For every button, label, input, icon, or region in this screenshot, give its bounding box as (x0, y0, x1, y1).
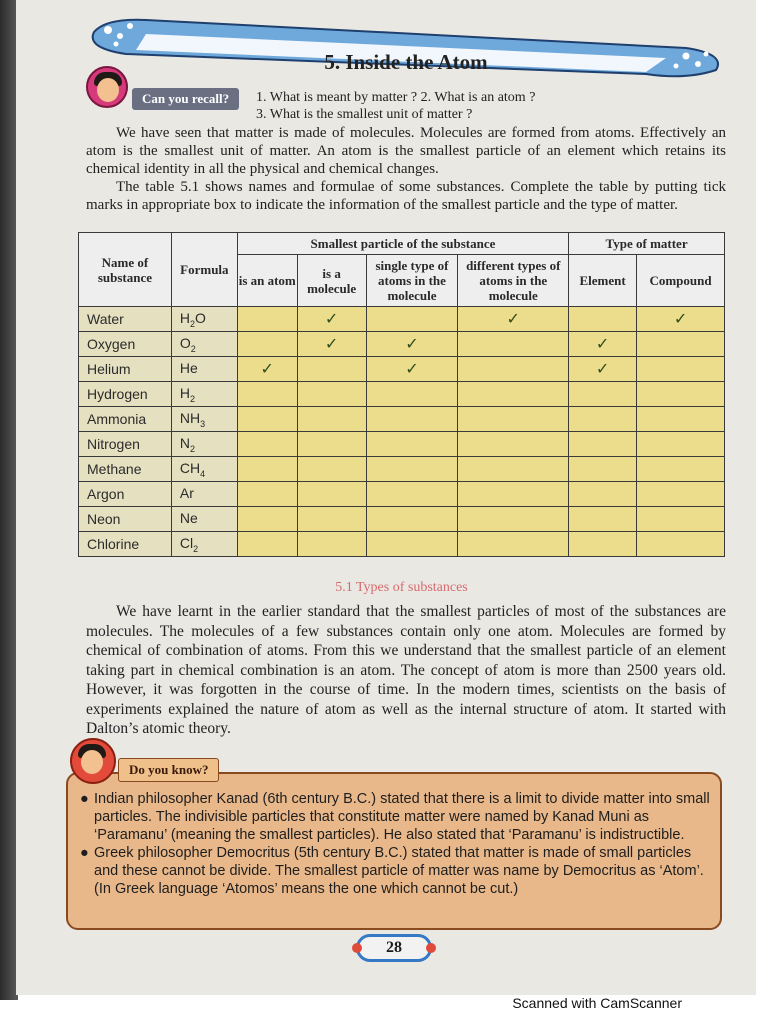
tick-cell[interactable] (458, 482, 569, 507)
tick-cell[interactable] (458, 457, 569, 482)
tick-cell[interactable] (366, 382, 458, 407)
formula-subscript: 2 (193, 543, 199, 554)
tick-cell[interactable] (366, 407, 458, 432)
table-row (79, 407, 725, 432)
tick-cell[interactable] (297, 482, 366, 507)
tick-cell[interactable] (366, 532, 458, 557)
tick-cell[interactable] (458, 432, 569, 457)
list-item (78, 844, 714, 898)
can-you-recall-label: Can you recall? (132, 88, 239, 110)
tick-cell[interactable] (458, 382, 569, 407)
list-item (78, 790, 714, 844)
tick-cell[interactable]: ✓ (297, 307, 366, 332)
tick-cell[interactable] (366, 457, 458, 482)
tick-cell[interactable] (297, 432, 366, 457)
fact-kanad: Indian philosopher Kanad (6th century B.C.) stated that there is a limit to divide matter into small particles. The indivisible particles that constitute matter were named by Kanad Muni as ‘Paramanu’ (meaning the smallest particles). He also stated that ‘Paramanu’ is indistructible. (94, 791, 710, 843)
substance-name: Water (79, 307, 172, 332)
header-type-of-matter: Type of matter (569, 233, 725, 255)
substance-name: Neon (79, 507, 172, 532)
table-caption: 5.1 Types of substances (335, 580, 468, 595)
do-you-know-list (78, 790, 714, 898)
formula-symbol: Ne (179, 509, 198, 526)
table-row (79, 332, 725, 357)
tick-cell[interactable] (366, 432, 458, 457)
header-name-of-substance: Name of substance (79, 233, 172, 307)
substance-name: Chlorine (79, 532, 172, 557)
table-row (79, 432, 725, 457)
tick-cell[interactable] (458, 532, 569, 557)
tick-cell[interactable] (637, 432, 725, 457)
formula-subscript: 2 (190, 343, 196, 354)
tick-cell[interactable] (237, 532, 297, 557)
bullet-icon: ● (80, 845, 89, 861)
substance-name: Nitrogen (79, 432, 172, 457)
substance-formula (171, 532, 237, 557)
formula-subscript: 3 (200, 418, 206, 429)
formula-subscript: 4 (200, 468, 206, 479)
tick-cell[interactable]: ✓ (569, 357, 637, 382)
tick-cell[interactable] (569, 507, 637, 532)
formula-symbol: Cl (179, 534, 194, 551)
tick-cell[interactable] (637, 507, 725, 532)
tick-cell[interactable]: ✓ (237, 357, 297, 382)
formula-symbol: He (179, 359, 198, 376)
header-different-types-atoms: different types of atoms in the molecule (458, 255, 569, 307)
formula-symbol: H (179, 309, 191, 326)
tick-cell[interactable] (237, 432, 297, 457)
tick-cell[interactable]: ✓ (366, 357, 458, 382)
tick-cell[interactable] (637, 332, 725, 357)
tick-cell[interactable] (297, 382, 366, 407)
fact-democritus: Greek philosopher Democritus (5th century B.C.) stated that matter is made of small particles and these cannot be divide. The smallest particle of matter was name by Democritus as ‘Atom’. (In Greek language ‘Atomos’ means the one which cannot be cut.) (94, 845, 704, 897)
history-paragraph: We have learnt in the earlier standard that the smallest particles of most of the substances are molecules. The molecules of a few substances contain only one atom. Molecules are formed by chemical of combination of atoms. From this we understand that the smallest particle of an element taking part in chemical combination is an atom. The concept of atom is more than 2500 years old. However, it was forgotten in the course of time. In the modern times, scientists on the basis of experiments explained the nature of atom as well as the internal structure of atom. It started with Dalton’s atomic theory. (86, 603, 726, 737)
table-row (79, 482, 725, 507)
tick-cell[interactable] (569, 307, 637, 332)
tick-cell[interactable] (569, 407, 637, 432)
substance-name: Argon (79, 482, 172, 507)
tick-cell[interactable] (637, 407, 725, 432)
table-body (79, 307, 725, 557)
tick-cell[interactable] (569, 482, 637, 507)
substance-formula (171, 307, 237, 332)
substance-name: Hydrogen (79, 382, 172, 407)
substance-formula (171, 457, 237, 482)
tick-cell[interactable]: ✓ (458, 307, 569, 332)
formula-symbol: CH (179, 459, 201, 476)
girl-avatar-icon (86, 66, 128, 108)
tick-cell[interactable] (297, 532, 366, 557)
formula-subscript: 2 (190, 393, 196, 404)
tick-cell[interactable]: ✓ (569, 332, 637, 357)
recall-question-line-1: 1. What is meant by matter ? 2. What is an atom ? (256, 90, 536, 105)
tick-cell[interactable] (637, 382, 725, 407)
substance-formula (171, 507, 237, 532)
formula-symbol: O (179, 334, 191, 351)
formula-symbol: NH (179, 409, 201, 426)
tick-cell[interactable] (237, 307, 297, 332)
intro-paragraph: We have seen that matter is made of molecules. Molecules are formed from atoms. Effectively an atom is the smallest unit of matter. An atom is the smallest particle of an element which retains its chemical identity in all the physical and chemical changes. (86, 125, 726, 177)
substance-name: Methane (79, 457, 172, 482)
substances-table (78, 232, 725, 557)
table-intro-paragraph: The table 5.1 shows names and formulae of some substances. Complete the table by putting tick marks in appropriate box to indicate the information of the smallest particle and the type of matter. (86, 179, 726, 213)
formula-subscript: 2 (190, 443, 196, 454)
tick-cell[interactable] (237, 332, 297, 357)
substance-formula (171, 382, 237, 407)
tick-cell[interactable] (366, 507, 458, 532)
tick-cell[interactable] (458, 507, 569, 532)
header-is-an-atom: is an atom (237, 255, 297, 307)
tick-cell[interactable] (458, 332, 569, 357)
formula-tail: O (195, 309, 206, 326)
do-you-know-label: Do you know? (118, 758, 219, 782)
substance-formula (171, 357, 237, 382)
substance-formula (171, 432, 237, 457)
substance-formula (171, 332, 237, 357)
boy-avatar-icon (70, 738, 116, 784)
tick-cell[interactable] (297, 507, 366, 532)
formula-symbol: N (179, 434, 191, 451)
header-is-a-molecule: is a molecule (297, 255, 366, 307)
tick-cell[interactable] (569, 457, 637, 482)
substance-formula (171, 407, 237, 432)
chapter-title: 5. Inside the Atom (324, 50, 488, 74)
tick-cell[interactable] (297, 407, 366, 432)
table-row (79, 382, 725, 407)
tick-cell[interactable]: ✓ (366, 332, 458, 357)
page-number: 28 (356, 934, 432, 962)
tick-cell[interactable] (237, 507, 297, 532)
tick-cell[interactable] (569, 382, 637, 407)
tick-cell[interactable] (458, 357, 569, 382)
formula-symbol: H (179, 384, 191, 401)
tick-cell[interactable]: ✓ (297, 332, 366, 357)
tick-cell[interactable] (297, 457, 366, 482)
tick-cell[interactable] (569, 532, 637, 557)
recall-question-line-2: 3. What is the smallest unit of matter ? (256, 107, 473, 122)
formula-symbol: Ar (179, 484, 194, 501)
table-row (79, 507, 725, 532)
scanner-watermark: Scanned with CamScanner (512, 995, 682, 1011)
tick-cell[interactable] (237, 382, 297, 407)
tick-cell[interactable] (637, 532, 725, 557)
tick-cell[interactable] (237, 407, 297, 432)
substance-name: Ammonia (79, 407, 172, 432)
formula-subscript: 2 (190, 318, 196, 329)
tick-cell[interactable] (637, 457, 725, 482)
tick-cell[interactable]: ✓ (637, 307, 725, 332)
tick-cell[interactable] (366, 482, 458, 507)
tick-cell[interactable] (366, 307, 458, 332)
header-smallest-particle: Smallest particle of the substance (237, 233, 568, 255)
tick-cell[interactable] (569, 432, 637, 457)
header-compound: Compound (637, 255, 725, 307)
substance-name: Oxygen (79, 332, 172, 357)
table-row (79, 532, 725, 557)
header-formula: Formula (171, 233, 237, 307)
substance-formula (171, 482, 237, 507)
table-row (79, 307, 725, 332)
tick-cell[interactable] (297, 357, 366, 382)
table-row (79, 357, 725, 382)
substance-name: Helium (79, 357, 172, 382)
tick-cell[interactable] (637, 357, 725, 382)
header-single-type-atoms: single type of atoms in the molecule (366, 255, 458, 307)
header-element: Element (569, 255, 637, 307)
table-row (79, 457, 725, 482)
tick-cell[interactable] (458, 407, 569, 432)
tick-cell[interactable] (237, 482, 297, 507)
tick-cell[interactable] (237, 457, 297, 482)
bullet-icon: ● (80, 791, 89, 807)
tick-cell[interactable] (637, 482, 725, 507)
